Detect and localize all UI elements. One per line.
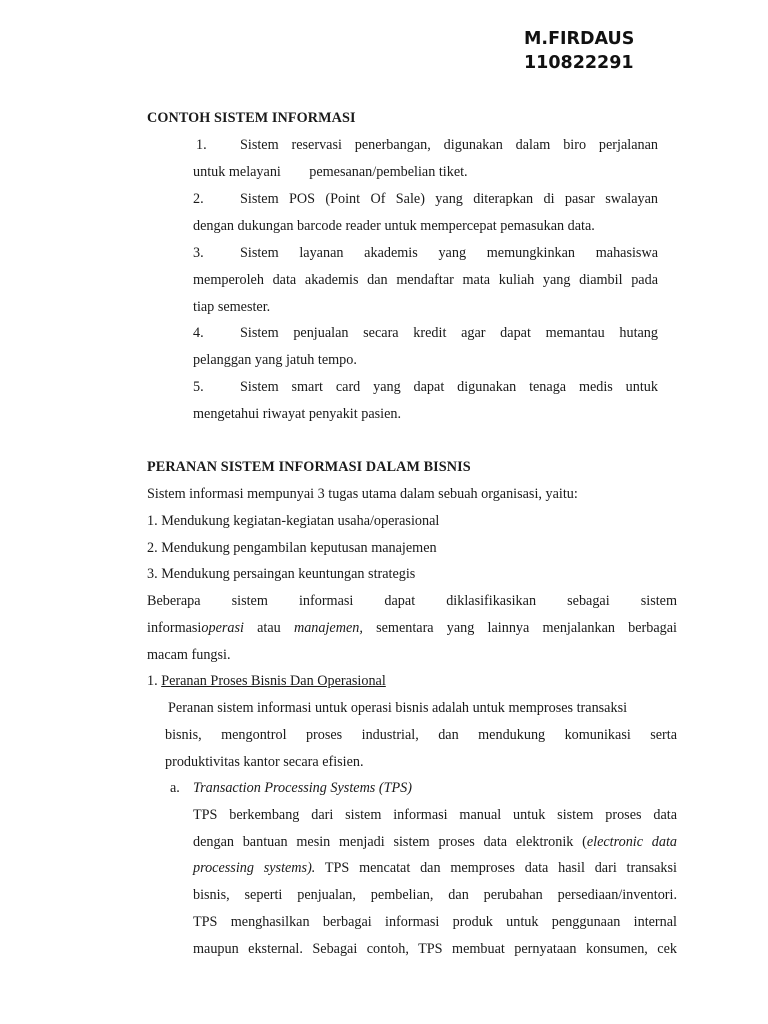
paragraph-text: TPS menghasilkan berbagai informasi produk untuk penggunaan internal <box>193 914 677 930</box>
list-item-text: untuk melayani pemesanan/pembelian tiket. <box>193 164 468 180</box>
paragraph-text: macam fungsi. <box>147 647 231 663</box>
list-item-number: 3. <box>193 245 204 261</box>
emphasis-text: operasi <box>201 620 244 636</box>
paragraph-text <box>193 860 677 877</box>
list-item-text: mengetahui riwayat penyakit pasien. <box>193 406 402 422</box>
item-title: Transaction Processing Systems (TPS) <box>193 780 412 796</box>
emphasis-text: manajemen, <box>293 620 363 636</box>
list-item-text: pelanggan yang jatuh tempo. <box>193 352 357 368</box>
list-item-text: Sistem POS (Point Of Sale) yang diterapkan di pasar swalayan <box>240 191 658 207</box>
subsection-heading <box>147 673 386 690</box>
task-item: 1. Mendukung kegiatan-kegiatan usaha/operasional <box>147 513 440 529</box>
task-item: 2. Mendukung pengambilan keputusan manajemen <box>147 540 437 556</box>
author-block <box>524 27 634 75</box>
emphasis-text: electronic data <box>586 834 677 850</box>
student-id: 110822291 <box>524 53 634 73</box>
item-label: a. <box>170 780 180 796</box>
paragraph-text: maupun eksternal. Sebagai contoh, TPS membuat pernyataan konsumen, cek <box>193 941 677 957</box>
text-run: dengan bantuan mesin menjadi sistem proses data elektronik ( <box>193 834 587 850</box>
subsection-number: 1. <box>147 673 162 689</box>
section-heading: PERANAN SISTEM INFORMASI DALAM BISNIS <box>147 459 471 475</box>
section-heading: CONTOH SISTEM INFORMASI <box>147 110 356 126</box>
list-item-text: Sistem smart card yang dapat digunakan tenaga medis untuk <box>240 379 658 395</box>
emphasis-text: processing systems). <box>193 860 316 876</box>
list-item-text: dengan dukungan barcode reader untuk mempercepat pemasukan data. <box>193 218 595 234</box>
list-item-text: Sistem penjualan secara kredit agar dapat memantau hutang <box>240 325 658 341</box>
paragraph-text: TPS berkembang dari sistem informasi manual untuk sistem proses data <box>193 807 677 823</box>
paragraph-text: Peranan sistem informasi untuk operasi bisnis adalah untuk memproses transaksi <box>168 700 628 716</box>
author-name: M.FIRDAUS <box>524 29 635 49</box>
list-item-text: tiap semester. <box>193 299 271 315</box>
text-run: sementara yang lainnya menjalankan berbagai <box>362 620 677 636</box>
paragraph-text: produktivitas kantor secara efisien. <box>165 754 364 770</box>
text-run: atau <box>243 620 294 636</box>
paragraph-text <box>147 620 677 637</box>
paragraph-text: Beberapa sistem informasi dapat diklasifikasikan sebagai sistem <box>147 593 677 609</box>
text-run: TPS mencatat dan memproses data hasil dari transaksi <box>315 860 677 876</box>
paragraph-text: bisnis, seperti penjualan, pembelian, dan perubahan persediaan/inventori. <box>193 887 677 903</box>
paragraph-text <box>193 834 677 851</box>
list-item-text: Sistem reservasi penerbangan, digunakan dalam biro perjalanan <box>240 137 658 153</box>
list-item-text: memperoleh data akademis dan mendaftar mata kuliah yang diambil pada <box>193 272 658 288</box>
paragraph-text: bisnis, mengontrol proses industrial, dan mendukung komunikasi serta <box>165 727 677 743</box>
list-item-text: Sistem layanan akademis yang memungkinkan mahasiswa <box>240 245 658 261</box>
list-item-number: 2. <box>193 191 204 207</box>
subsection-title: Peranan Proses Bisnis Dan Operasional <box>161 673 386 689</box>
list-item-number: 1. <box>196 137 207 153</box>
list-item-number: 4. <box>193 325 204 341</box>
intro-text: Sistem informasi mempunyai 3 tugas utama dalam sebuah organisasi, yaitu: <box>147 486 578 502</box>
text-run: informasi <box>147 620 202 636</box>
list-item-number: 5. <box>193 379 204 395</box>
task-item: 3. Mendukung persaingan keuntungan strategis <box>147 566 416 582</box>
